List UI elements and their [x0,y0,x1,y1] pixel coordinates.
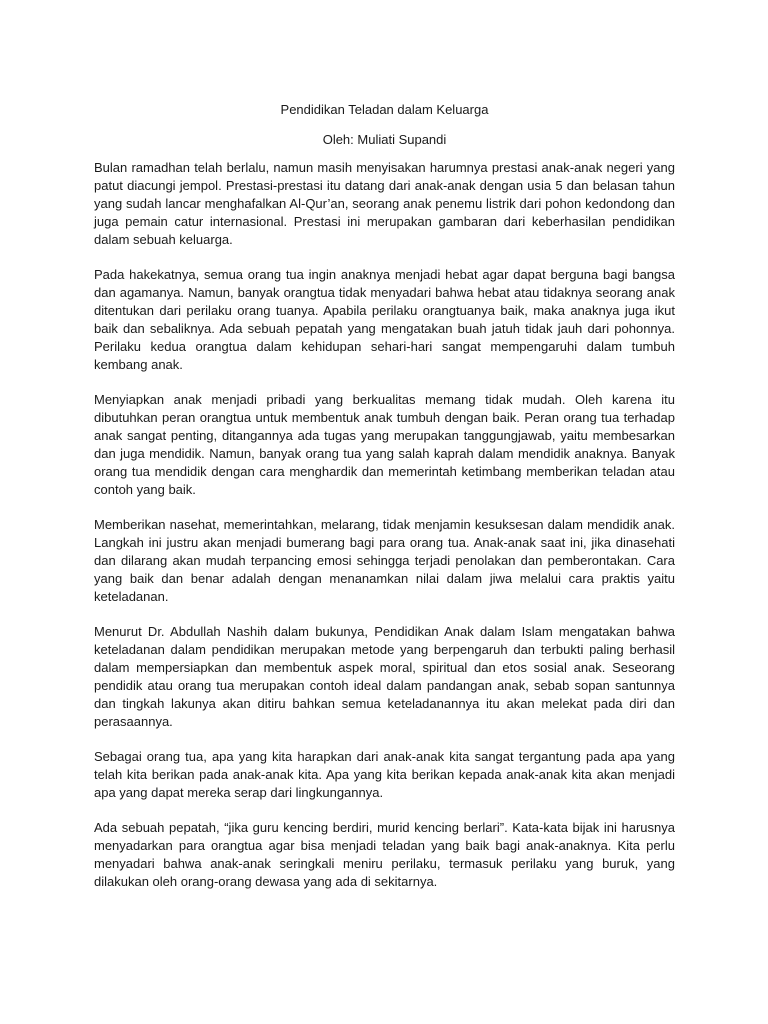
document-body [94,101,675,908]
paragraph-6: Sebagai orang tua, apa yang kita harapkan dari anak-anak kita sangat tergantung pada apa yang telah kita berikan pada anak-anak kita. Apa yang kita berikan kepada anak-anak kita akan menjadi apa yang dapat mereka serap dari lingkungannya. [94,749,675,800]
paragraph-3: Menyiapkan anak menjadi pribadi yang berkualitas memang tidak mudah. Oleh karena itu dibutuhkan peran orangtua untuk membentuk anak tumbuh dengan baik. Peran orang tua terhadap anak sangat penting, ditangannya ada tugas yang merupakan tanggungjawab, yaitu membesarkan dan juga mendidik. Namun, banyak orang tua yang salah kaprah dalam mendidik anaknya. Banyak orang tua mendidik dengan cara menghardik dan memerintah ketimbang memberikan teladan atau contoh yang baik. [94,392,675,497]
document-title: Pendidikan Teladan dalam Keluarga [280,102,489,117]
paragraph-2: Pada hakekatnya, semua orang tua ingin anaknya menjadi hebat agar dapat berguna bagi bangsa dan agamanya. Namun, banyak orangtua tidak menyadari bahwa hebat atau tidaknya seorang anak ditentukan dari perilaku orang tuanya. Apabila perilaku orangtuanya baik, maka anaknya juga ikut baik dan sebaliknya. Ada sebuah pepatah yang mengatakan buah jatuh tidak jauh dari pohonnya. Perilaku kedua orangtua dalam kehidupan sehari-hari sangat mempengaruhi dalam tumbuh kembang anak. [94,267,675,372]
paragraph-7: Ada sebuah pepatah, “jika guru kencing berdiri, murid kencing berlari”. Kata-kata bijak ini harusnya menyadarkan para orangtua agar bisa menjadi teladan yang baik bagi anak-anaknya. Kita perlu menyadari bahwa anak-anak seringkali meniru perilaku, termasuk perilaku yang buruk, yang dilakukan oleh orang-orang dewasa yang ada di sekitarnya. [94,820,675,889]
paragraph-4: Memberikan nasehat, memerintahkan, melarang, tidak menjamin kesuksesan dalam mendidik anak. Langkah ini justru akan menjadi bumerang bagi para orang tua. Anak-anak saat ini, jika dinasehati dan dilarang akan mudah terpancing emosi sehingga terjadi penolakan dan pemberontakan. Cara yang baik dan benar adalah dengan menanamkan nilai dalam jiwa melalui cara praktis yaitu keteladanan. [94,517,675,604]
paragraph-1: Bulan ramadhan telah berlalu, namun masih menyisakan harumnya prestasi anak-anak negeri yang patut diacungi jempol. Prestasi-prestasi itu datang dari anak-anak dengan usia 5 dan belasan tahun yang sudah lancar menghafalkan Al-Qur’an, seorang anak penemu listrik dari pohon kedondong dan juga pemain catur internasional. Prestasi ini merupakan gambaran dari keberhasilan pendidikan dalam sebuah keluarga. [94,160,675,247]
document-author: Oleh: Muliati Supandi [322,132,447,147]
paragraph-5: Menurut Dr. Abdullah Nashih dalam bukunya, Pendidikan Anak dalam Islam mengatakan bahwa keteladanan dalam pendidikan merupakan metode yang berpengaruh dan terbukti paling berhasil dalam mempersiapkan dan membentuk aspek moral, spiritual dan etos sosial anak. Seseorang pendidik atau orang tua merupakan contoh ideal dalam pandangan anak, sebab sopan santunnya dan tingkah lakunya akan ditiru bahkan semua keteladanannya itu akan melekat pada diri dan perasaannya. [94,624,675,729]
